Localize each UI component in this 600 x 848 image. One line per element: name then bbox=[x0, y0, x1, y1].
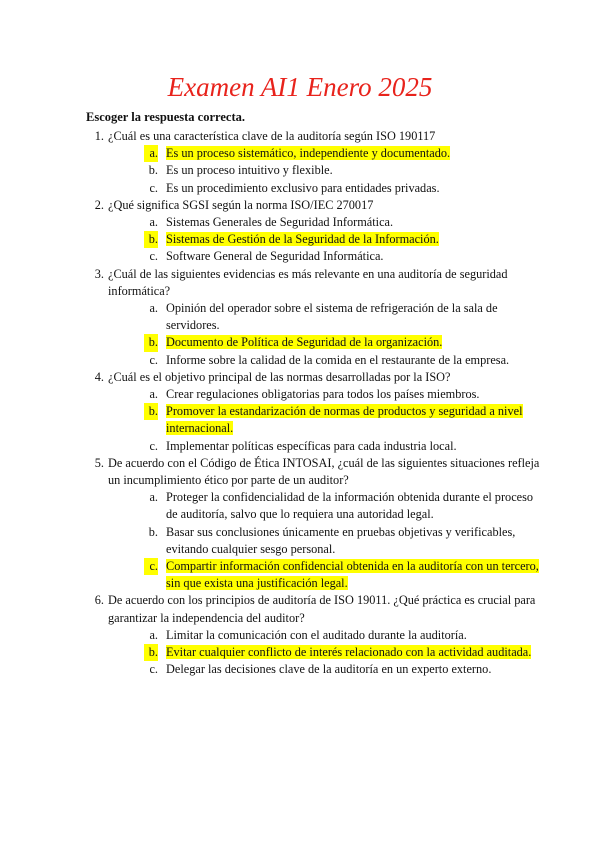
question-6 bbox=[86, 592, 546, 678]
option-text: Opinión del operador sobre el sistema de refrigeración de la sala de servidores. bbox=[166, 301, 498, 333]
option-letter: a . bbox=[144, 214, 158, 231]
option-c bbox=[144, 438, 546, 455]
option-a bbox=[144, 214, 546, 231]
option-c bbox=[144, 180, 546, 197]
question-text: ¿Cuál es el objetivo principal de las normas desarrolladas por la ISO? bbox=[108, 369, 451, 384]
option-letter: c . bbox=[144, 661, 158, 678]
question-number: 5 . bbox=[86, 455, 104, 472]
option-list bbox=[108, 386, 546, 455]
option-text: Evitar cualquier conflicto de interés relacionado con la actividad auditada. bbox=[166, 645, 532, 660]
option-text: Implementar políticas específicas para cada industria local. bbox=[166, 438, 457, 453]
option-list bbox=[108, 627, 546, 679]
option-letter: b . bbox=[144, 231, 158, 248]
option-a bbox=[144, 300, 546, 334]
option-letter: a . bbox=[144, 627, 158, 644]
option-text: Documento de Política de Seguridad de la organización. bbox=[166, 335, 443, 350]
option-text: Delegar las decisiones clave de la auditoría en un experto externo. bbox=[166, 662, 492, 677]
option-list bbox=[108, 145, 546, 197]
option-list bbox=[108, 214, 546, 266]
option-text: Limitar la comunicación con el auditado durante la auditoría. bbox=[166, 627, 467, 642]
option-list bbox=[108, 489, 546, 592]
exam-title: Examen AI1 Enero 2025 bbox=[167, 72, 433, 102]
question-text: De acuerdo con los principios de auditoría de ISO 19011. ¿Qué práctica es crucial para garantizar la independencia del auditor? bbox=[108, 593, 536, 625]
question-5 bbox=[86, 455, 546, 593]
option-a-highlighted bbox=[144, 145, 546, 162]
option-a bbox=[144, 386, 546, 403]
option-letter: b . bbox=[144, 403, 158, 420]
option-letter: b . bbox=[144, 644, 158, 661]
question-number: 4 . bbox=[86, 369, 104, 386]
option-letter: b . bbox=[144, 524, 158, 541]
option-text: Es un proceso sistemático, independiente y documentado. bbox=[166, 146, 451, 161]
option-a bbox=[144, 627, 546, 644]
question-1 bbox=[86, 128, 546, 197]
option-text: Basar sus conclusiones únicamente en pruebas objetivas y verificables, evitando cualquier sesgo personal. bbox=[166, 524, 516, 556]
option-text: Compartir información confidencial obtenida en la auditoría con un tercero, sin que exista una justificación legal. bbox=[166, 559, 539, 591]
question-list bbox=[86, 128, 546, 679]
option-letter: a . bbox=[144, 386, 158, 403]
question-3 bbox=[86, 266, 546, 369]
option-text: Informe sobre la calidad de la comida en el restaurante de la empresa. bbox=[166, 352, 510, 367]
option-text: Sistemas de Gestión de la Seguridad de la Información. bbox=[166, 232, 439, 247]
question-number: 6 . bbox=[86, 592, 104, 609]
option-b-highlighted bbox=[144, 403, 546, 437]
option-c-highlighted bbox=[144, 558, 546, 592]
option-a bbox=[144, 489, 546, 523]
option-b-highlighted bbox=[144, 231, 546, 248]
option-c bbox=[144, 248, 546, 265]
question-text: ¿Cuál es una característica clave de la auditoría según ISO 190117 bbox=[108, 129, 436, 143]
question-2 bbox=[86, 197, 546, 266]
question-number: 2 . bbox=[86, 197, 104, 214]
instruction-text: Escoger la respuesta correcta. bbox=[86, 110, 245, 124]
option-list bbox=[108, 300, 546, 369]
option-letter: c . bbox=[144, 438, 158, 455]
question-text: ¿Cuál de las siguientes evidencias es más relevante en una auditoría de seguridad informática? bbox=[108, 266, 508, 298]
option-letter: a . bbox=[144, 300, 158, 317]
option-letter: b . bbox=[144, 162, 158, 179]
option-letter: c . bbox=[144, 352, 158, 369]
option-letter: a . bbox=[144, 489, 158, 506]
option-c bbox=[144, 352, 546, 369]
option-text: Software General de Seguridad Informática. bbox=[166, 249, 384, 264]
option-b bbox=[144, 162, 546, 179]
question-text: De acuerdo con el Código de Ética INTOSAI, ¿cuál de las siguientes situaciones refleja un incumplimiento ético por parte de un auditor? bbox=[108, 455, 540, 488]
option-b bbox=[144, 524, 546, 558]
question-number: 3 . bbox=[86, 266, 104, 283]
question-4 bbox=[86, 369, 546, 455]
option-text: Sistemas Generales de Seguridad Informática. bbox=[166, 215, 394, 230]
option-letter: b . bbox=[144, 334, 158, 351]
question-number: 1 . bbox=[86, 128, 104, 145]
option-text: Es un procedimiento exclusivo para entidades privadas. bbox=[166, 180, 440, 195]
option-b-highlighted bbox=[144, 334, 546, 351]
question-text: ¿Qué significa SGSI según la norma ISO/IEC 270017 bbox=[108, 197, 374, 212]
option-text: Crear regulaciones obligatorias para todos los países miembros. bbox=[166, 387, 480, 402]
option-b-highlighted bbox=[144, 644, 546, 661]
option-text: Es un proceso intuitivo y flexible. bbox=[166, 163, 333, 178]
option-letter: c . bbox=[144, 558, 158, 575]
option-letter: c . bbox=[144, 248, 158, 265]
option-text: Proteger la confidencialidad de la información obtenida durante el proceso de auditoría, salvo que lo requiera una autoridad legal. bbox=[166, 490, 534, 522]
option-letter: c . bbox=[144, 180, 158, 197]
option-text: Promover la estandarización de normas de productos y seguridad a nivel internacional. bbox=[166, 404, 523, 436]
option-letter: a . bbox=[144, 145, 158, 162]
option-c bbox=[144, 661, 546, 678]
